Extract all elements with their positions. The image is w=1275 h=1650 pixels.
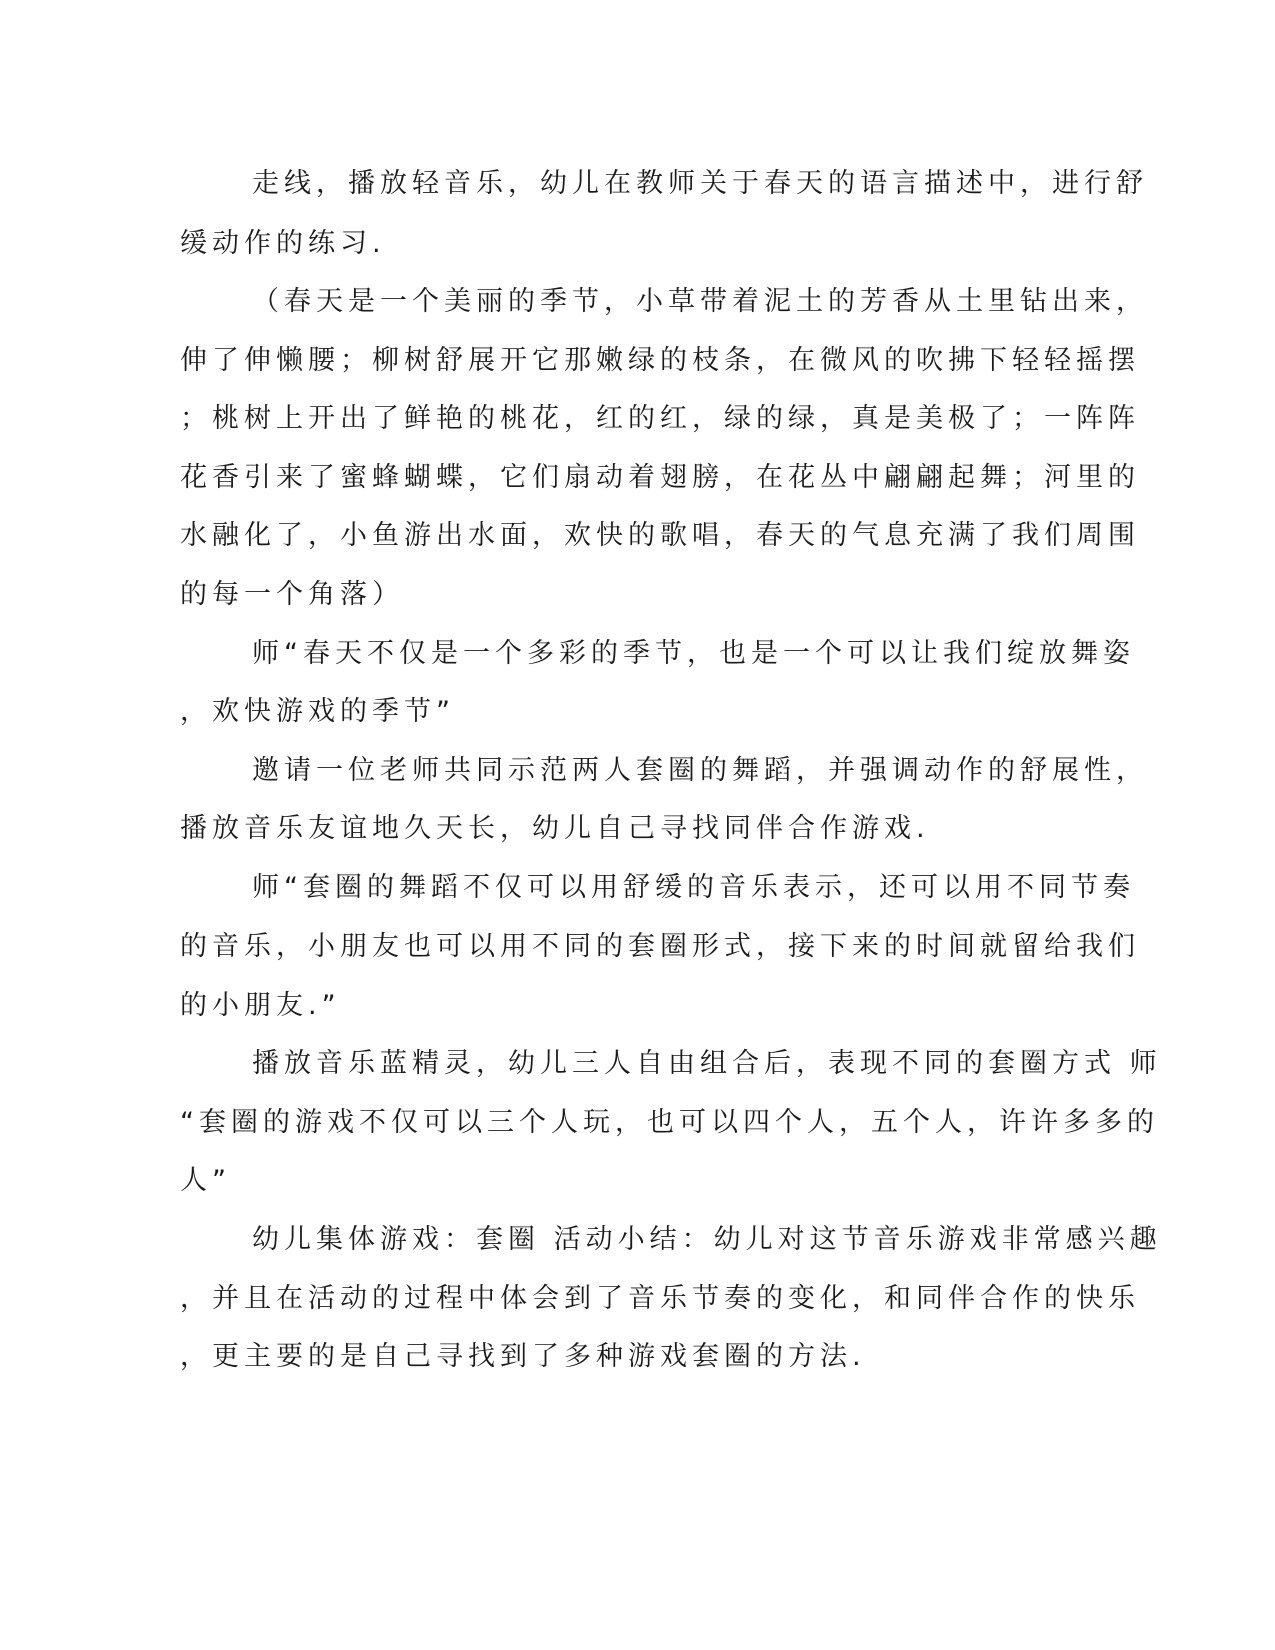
text-line-17: “套圈的游戏不仅可以三个人玩，也可以四个人，五个人，许许多多的 [180, 1107, 1159, 1138]
text-line-7: 水融化了，小鱼游出水面，欢快的歌唱，春天的气息充满了我们周围 [180, 520, 1140, 551]
text-line-14: 的音乐，小朋友也可以用不同的套圈形式，接下来的时间就留给我们 [180, 931, 1140, 962]
text-line-1: 走线，播放轻音乐，幼儿在教师关于春天的语言描述中，进行舒 [252, 168, 1148, 199]
text-line-6: 花香引来了蜜蜂蝴蝶，它们扇动着翅膀，在花丛中翩翩起舞；河里的 [180, 462, 1140, 493]
text-line-8: 的每一个角落） [180, 579, 404, 610]
text-line-3: （春天是一个美丽的季节，小草带着泥土的芳香从土里钻出来， [252, 286, 1148, 317]
text-line-16: 播放音乐蓝精灵，幼儿三人自由组合后，表现不同的套圈方式 师 [252, 1048, 1162, 1079]
text-line-9: 师“春天不仅是一个多彩的季节，也是一个可以让我们绽放舞姿 [252, 638, 1135, 669]
text-line-18: 人” [180, 1165, 231, 1196]
text-line-21: ，更主要的是自己寻找到了多种游戏套圈的方法. [180, 1341, 866, 1372]
text-line-5: ；桃树上开出了鲜艳的桃花，红的红，绿的绿，真是美极了；一阵阵 [180, 403, 1140, 434]
text-line-13: 师“套圈的舞蹈不仅可以用舒缓的音乐表示，还可以用不同节奏 [252, 872, 1135, 903]
text-line-4: 伸了伸懒腰；柳树舒展开它那嫩绿的枝条，在微风的吹拂下轻轻摇摆 [180, 345, 1140, 376]
text-line-20: ，并且在活动的过程中体会到了音乐节奏的变化，和同伴合作的快乐 [180, 1283, 1140, 1314]
text-line-10: ，欢快游戏的季节” [180, 696, 455, 727]
text-line-19: 幼儿集体游戏：套圈 活动小结：幼儿对这节音乐游戏非常感兴趣 [252, 1224, 1162, 1255]
text-line-2: 缓动作的练习. [180, 228, 386, 259]
text-line-11: 邀请一位老师共同示范两人套圈的舞蹈，并强调动作的舒展性， [252, 755, 1148, 786]
text-line-15: 的小朋友.” [180, 990, 341, 1021]
text-line-12: 播放音乐友谊地久天长，幼儿自己寻找同伴合作游戏. [180, 813, 930, 844]
